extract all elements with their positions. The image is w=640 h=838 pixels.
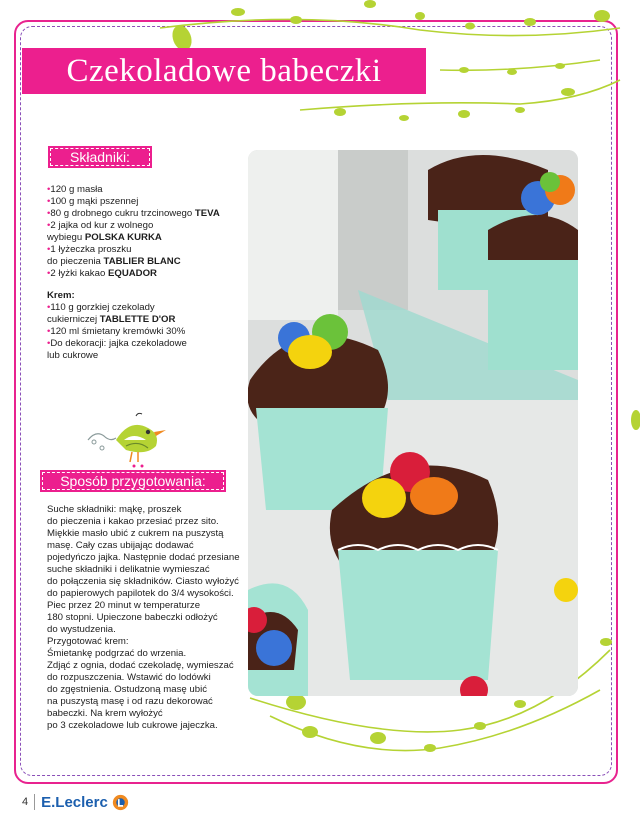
method-line: suche składniki i delikatnie wymieszać [47,564,210,575]
method-line: Śmietankę podgrzać do wrzenia. [47,648,187,659]
method-line: Suche składniki: mąkę, proszek [47,504,182,515]
page-title: Czekoladowe babeczki [66,52,382,89]
method-line: do wystudzenia. [47,624,116,635]
ingredient-item: •2 łyżki kakao EQUADOR [47,268,157,279]
leclerc-logo-icon [112,794,129,811]
method-line: do pieczenia i kakao przesiać przez sito. [47,516,219,527]
ingredient-item: •80 g drobnego cukru trzcinowego TEVA [47,208,220,219]
method-text [47,504,247,732]
cream-item-cont: cukierniczej TABLETTE D'OR [47,314,176,325]
ingredient-item: •2 jajka od kur z wolnego [47,220,154,231]
method-line: Przygotować krem: [47,636,129,647]
method-line: do zgęstnienia. Ostudzoną masę ubić [47,684,207,695]
method-heading-bar [40,470,226,492]
method-line: do papierowych papilotek do 3/4 wysokości. [47,588,234,599]
method-heading: Sposób przygotowania: [60,473,206,489]
method-line: Miękkie masło ubić z cukrem na puszystą [47,528,224,539]
ingredient-item: •1 łyżeczka proszku [47,244,132,255]
method-line: Piec przez 20 minut w temperaturze [47,600,201,611]
footer-divider [34,794,35,810]
ingredient-item: •100 g mąki pszennej [47,196,139,207]
method-line: babeczki. Na krem wyłożyć [47,708,163,719]
title-banner [22,48,426,94]
cream-item: •Do dekoracji: jajka czekoladowe [47,338,187,349]
method-line: masę. Cały czas ubijając dodawać [47,540,194,551]
cream-heading: Krem: [47,290,75,301]
method-line: 180 stopni. Upieczone babeczki odłożyć [47,612,218,623]
method-line: Zdjąć z ognia, dodać czekoladę, wymieszać [47,660,234,671]
footer [22,792,129,812]
ingredients-list [47,184,247,362]
ingredients-heading-bar [48,146,152,168]
cream-item-cont: lub cukrowe [47,350,99,361]
ingredient-item-cont: wybiegu POLSKA KURKA [47,232,162,243]
cream-item: •120 ml śmietany kremówki 30% [47,326,186,337]
ingredient-item: •120 g masła [47,184,103,195]
method-line: pojedyńczo jajka. Następnie dodać przesiane [47,552,240,563]
method-line: na puszystą masę i od razu dekorować [47,696,213,707]
method-line: do rozpuszczenia. Wstawić do lodówki [47,672,211,683]
brand-name: E.Leclerc [41,793,108,811]
cupcakes-photo [248,150,578,696]
bird-icon [86,410,176,470]
method-line: do połączenia się składników. Ciasto wyłożyć [47,576,239,587]
method-line: po 3 czekoladowe lub cukrowe jajeczka. [47,720,218,731]
ingredients-heading: Składniki: [70,149,130,165]
cream-item: •110 g gorzkiej czekolady [47,302,155,313]
ingredient-item-cont: do pieczenia TABLIER BLANC [47,256,181,267]
page-number: 4 [22,796,29,808]
cupcakes-illustration [248,150,578,696]
